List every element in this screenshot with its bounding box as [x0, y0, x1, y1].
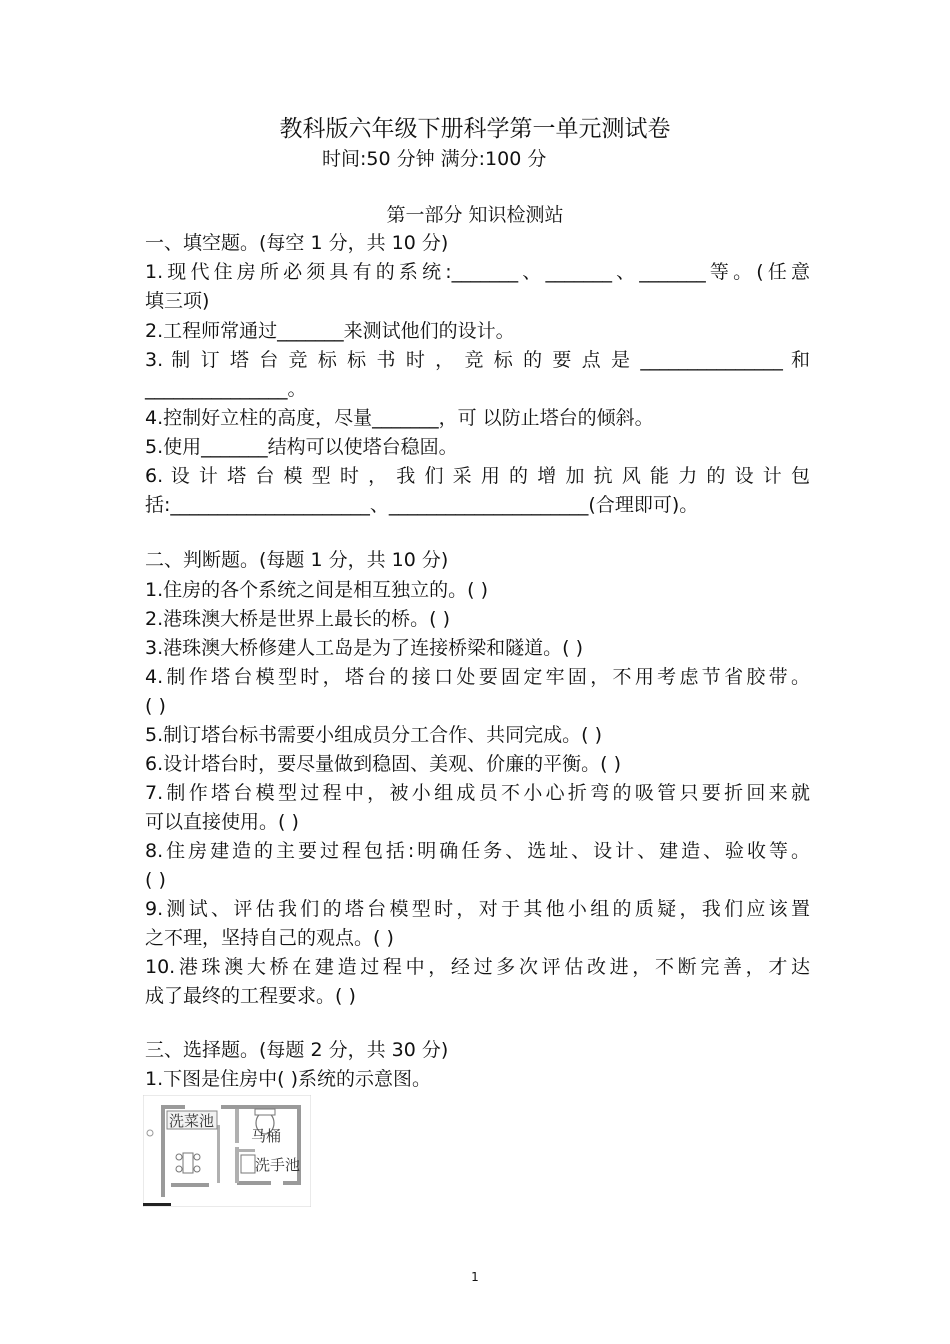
question-line: 1.现代住房所必须具有的系统:_______、_______、_______等。(任意 — [145, 261, 810, 283]
exam-info: 时间:50 分钟 满分:100 分 — [322, 148, 547, 170]
question-line: 5.制订塔台标书需要小组成员分工合作、共同完成。( ) — [145, 724, 602, 746]
question-line: 6.设计塔台时，要尽量做到稳固、美观、价廉的平衡。( ) — [145, 753, 621, 775]
page-title: 教科版六年级下册科学第一单元测试卷 — [279, 116, 671, 142]
figure-label-toilet: 马桶 — [251, 1127, 282, 1145]
figure-label-sink: 洗菜池 — [169, 1112, 215, 1130]
question-line: 成了最终的工程要求。( ) — [145, 985, 356, 1007]
question-line: 5.使用_______结构可以使塔台稳固。 — [145, 436, 458, 458]
floor-plan-figure — [143, 1095, 311, 1207]
question-line: 9.测试、评估我们的塔台模型时，对于其他小组的质疑，我们应该置 — [145, 898, 810, 920]
question-line: _______________。 — [145, 378, 307, 400]
question-line: 2.工程师常通过_______来测试他们的设计。 — [145, 320, 515, 342]
figure-label-washbasin: 洗手池 — [255, 1156, 301, 1174]
question-line: 1.下图是住房中( )系统的示意图。 — [145, 1068, 431, 1090]
question-line: 填三项) — [145, 290, 210, 312]
question-line: 可以直接使用。( ) — [145, 811, 299, 833]
section-heading-true-false: 二、判断题。(每题 1 分，共 10 分) — [145, 549, 449, 571]
question-line: 4.制作塔台模型时，塔台的接口处要固定牢固，不用考虑节省胶带。 — [145, 666, 810, 688]
question-line: ( ) — [145, 695, 166, 717]
question-line: 2.港珠澳大桥是世界上最长的桥。( ) — [145, 608, 450, 630]
question-line: 3. 制 订 塔 台 竞 标 标 书 时 ， 竞 标 的 要 点 是 _______________ 和 — [145, 349, 810, 371]
question-line: 8.住房建造的主要过程包括:明确任务、选址、设计、建造、验收等。 — [145, 840, 810, 862]
question-line: 6. 设 计 塔 台 模 型 时 ， 我 们 采 用 的 增 加 抗 风 能 力 的 设 计 包 — [145, 465, 810, 487]
question-line: 之不理，坚持自己的观点。( ) — [145, 927, 394, 949]
question-line: 7.制作塔台模型过程中，被小组成员不小心折弯的吸管只要折回来就 — [145, 782, 810, 804]
section-heading-fill-blank: 一、填空题。(每空 1 分，共 10 分) — [145, 232, 449, 254]
page-number: 1 — [471, 1270, 479, 1284]
question-line: 3.港珠澳大桥修建人工岛是为了连接桥梁和隧道。( ) — [145, 637, 583, 659]
question-line: 1.住房的各个系统之间是相互独立的。( ) — [145, 579, 488, 601]
part-heading: 第一部分 知识检测站 — [386, 204, 564, 226]
section-heading-multiple-choice: 三、选择题。(每题 2 分，共 30 分) — [145, 1039, 449, 1061]
question-line: 括:_____________________、_____________________(合理即可)。 — [145, 494, 699, 516]
question-line: 4.控制好立柱的高度，尽量_______，可 以防止塔台的倾斜。 — [145, 407, 654, 429]
question-line: ( ) — [145, 869, 166, 891]
question-line: 10.港珠澳大桥在建造过程中，经过多次评估改进，不断完善，才达 — [145, 956, 810, 978]
